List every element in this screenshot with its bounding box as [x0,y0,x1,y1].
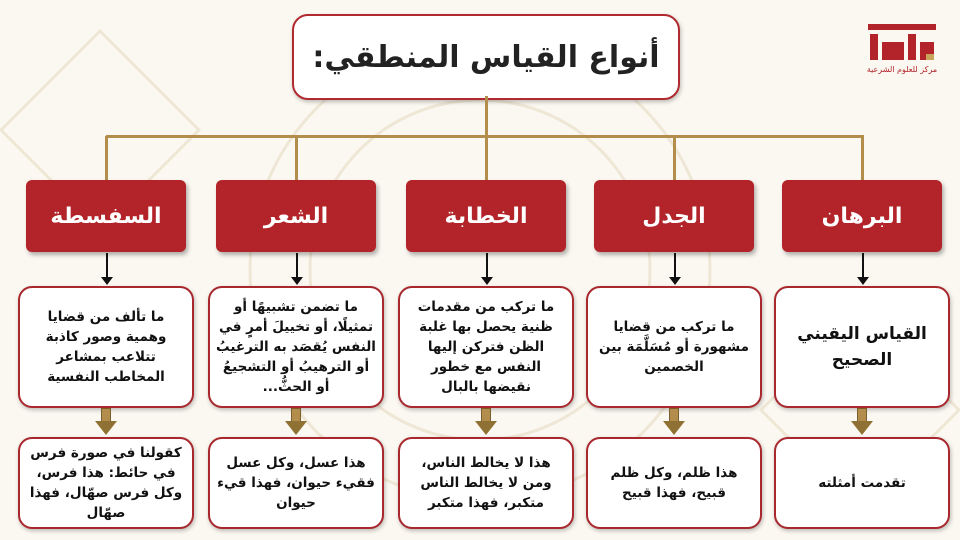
connector-drop [673,136,676,180]
arrow-down-icon [106,253,108,279]
page-title [292,14,680,100]
arrow-down-icon [674,253,676,279]
definition-box [18,286,194,408]
example-box [18,437,194,529]
gold-arrow-icon [851,408,873,436]
connector-trunk [485,96,488,137]
definition-text: ما تضمن تشبيهًا أو تمثيلًا، أو تخييلَ أمرٍ في النفس يُقصَد به الترغيبُ أو الترهيبُ أو التشجيعُ أو الحثُّ... [216,299,376,395]
example-box [774,437,950,529]
gold-arrow-icon [475,408,497,436]
type-header: الخطابة [406,180,566,252]
example-text: هذا ظلم، وكل ظلم قبيح، فهذا قبيح [610,465,738,501]
svg-text:مركز للعلوم الشرعية: مركز للعلوم الشرعية [866,65,938,74]
gold-arrow-icon [285,408,307,436]
type-header: الجدل [594,180,754,252]
arrow-down-icon [296,253,298,279]
connector-drop [105,136,108,180]
arrow-down-icon [862,253,864,279]
definition-text: ما تركب من مقدمات ظنية يحصل بها غلبة الظن فتركن إليها النفس مع خطور نقيضها بالبال [417,299,555,395]
arrow-down-icon [486,253,488,279]
definition-box [586,286,762,408]
connector-drop [485,136,488,180]
definition-box [398,286,574,408]
logo [866,24,938,86]
example-box [398,437,574,529]
definition-box [774,286,950,408]
definition-text: ما تألف من قضايا وهمية وصور كاذبة تتلاعب بمشاعر المخاطب النفسية [45,309,167,385]
gold-arrow-icon [95,408,117,436]
example-box [586,437,762,529]
connector-drop [861,136,864,180]
gold-arrow-icon [663,408,685,436]
type-header: الشعر [216,180,376,252]
definition-box [208,286,384,408]
type-header: البرهان [782,180,942,252]
example-text: هذا لا يخالط الناس، ومن لا يخالط الناس متكبر، فهذا متكبر [420,455,552,511]
example-text: كقولنا في صورة فرس في حائط: هذا فرس، وكل فرس صهّال، فهذا صهّال [29,445,183,521]
title-text: أنواع القياس المنطقي: [312,39,660,75]
definition-text: ما تركب من قضايا مشهورة أو مُسَلَّمَة بين الخصمين [599,319,749,375]
example-text: تقدمت أمثلته [818,475,906,491]
example-text: هذا عسل، وكل عسل فقيء حيوان، فهذا قيء حيوان [217,455,375,511]
type-header: السفسطة [26,180,186,252]
example-box [208,437,384,529]
connector-drop [295,136,298,180]
definition-text: القياس اليقيني الصحيح [797,324,927,370]
